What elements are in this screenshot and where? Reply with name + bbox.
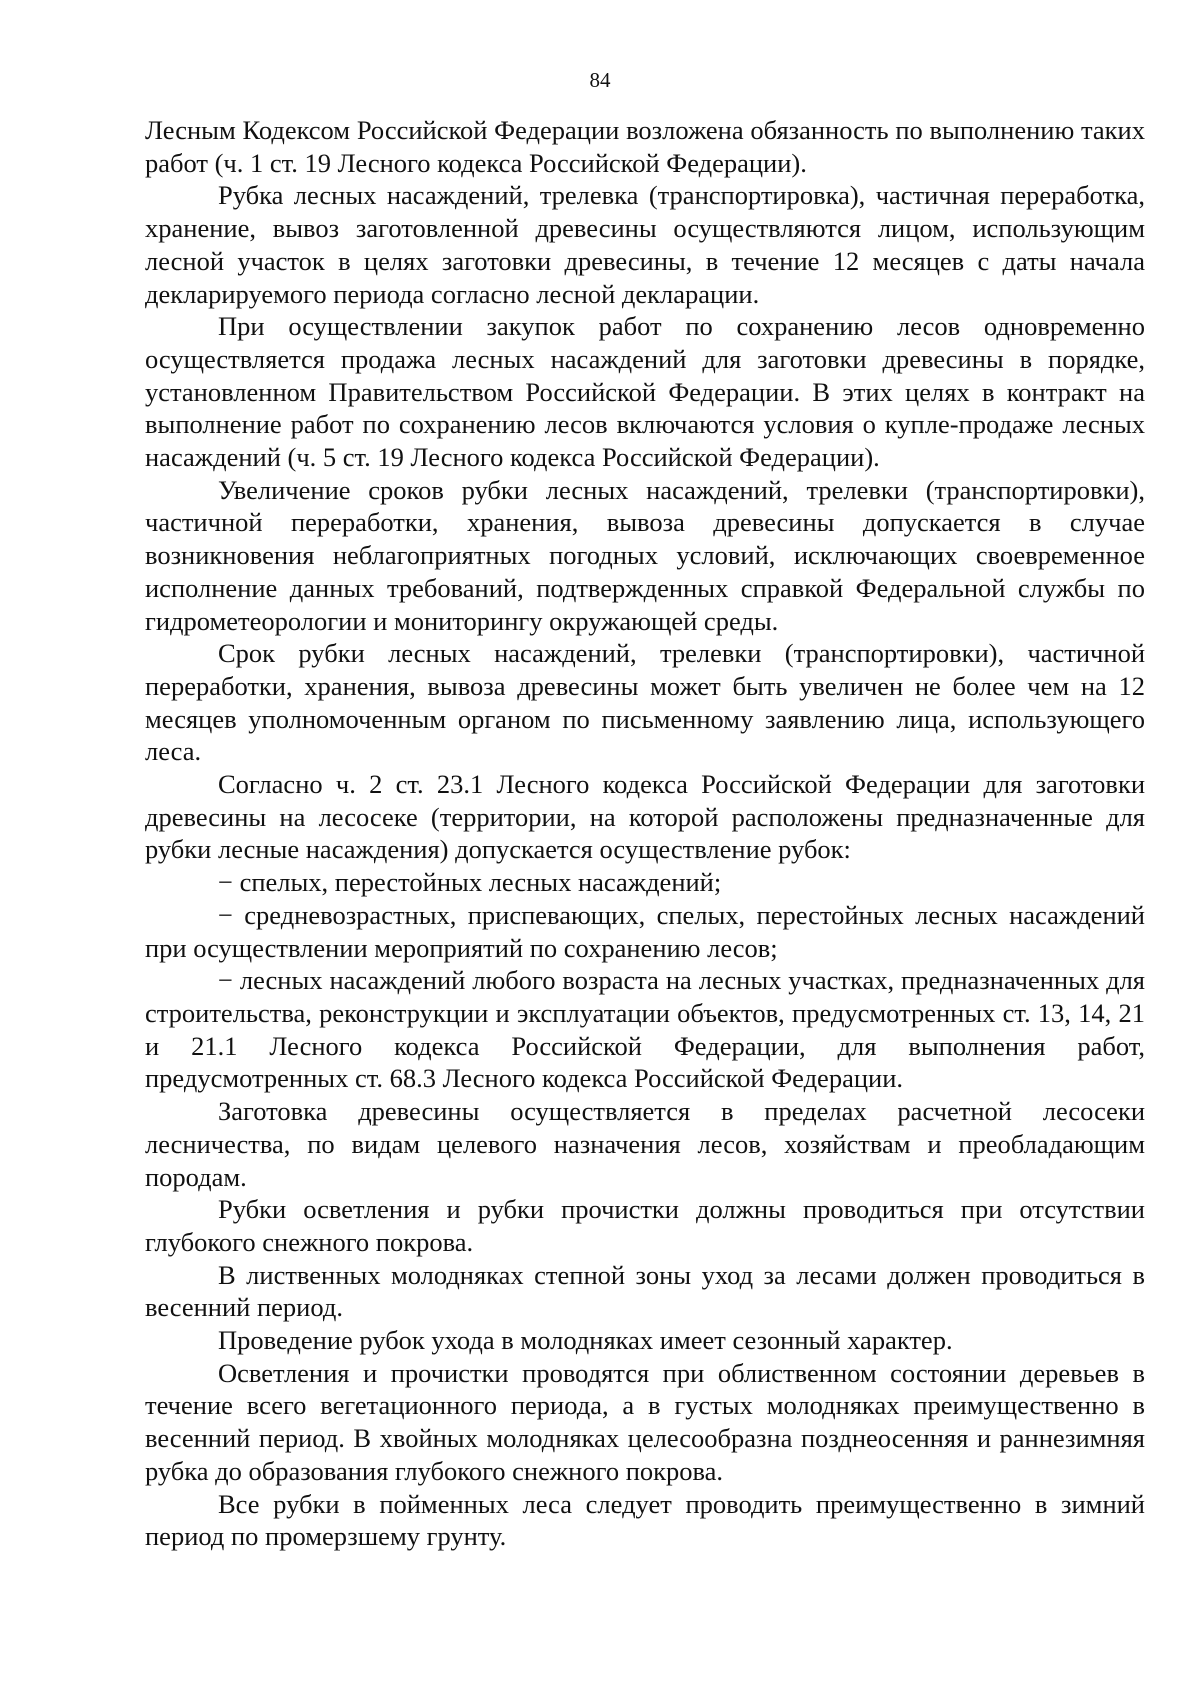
paragraph: В лиственных молодняках степной зоны уход за лесами должен проводиться в весенний период.: [145, 1259, 1145, 1323]
list-item: − спелых, перестойных лесных насаждений;: [218, 867, 722, 898]
paragraph: Все рубки в пойменных леса следует проводить преимущественно в зимний период по промерзшему грунту.: [145, 1488, 1145, 1552]
document-body: [145, 114, 1145, 1553]
paragraph: Осветления и прочистки проводятся при облиственном состоянии деревьев в течение всего вегетационного периода, а в густых молодняках преимущественно в весенний период. В хвойных молодняках целесообразна позднеосенняя и раннезимняя рубка до образования глубокого снежного покрова.: [145, 1357, 1145, 1486]
paragraph: Рубки осветления и рубки прочистки должны проводиться при отсутствии глубокого снежного покрова.: [145, 1194, 1145, 1257]
paragraph: Лесным Кодексом Российской Федерации возложена обязанность по выполнению таких работ (ч. 1 ст. 19 Лесного кодекса Российской Федерации).: [145, 115, 1145, 178]
page-number: 84: [589, 68, 611, 92]
list-item: − средневозрастных, приспевающих, спелых, перестойных лесных насаждений при осуществлении мероприятий по сохранению лесов;: [145, 899, 1145, 963]
paragraph: Заготовка древесины осуществляется в пределах расчетной лесосеки лесничества, по видам целевого назначения лесов, хозяйствам и преобладающим породам.: [145, 1096, 1145, 1192]
list-item: − лесных насаждений любого возраста на лесных участках, предназначенных для строительства, реконструкции и эксплуатации объектов, предусмотренных ст. 13, 14, 21 и 21.1 Лесного кодекса Российской Федерации, для выполнения работ, предусмотренных ст. 68.3 Лесного кодекса Российской Федерации.: [145, 965, 1145, 1094]
paragraph: Проведение рубок ухода в молодняках имеет сезонный характер.: [218, 1325, 953, 1356]
paragraph: Рубка лесных насаждений, трелевка (транспортировка), частичная переработка, хранение, вывоз заготовленной древесины осуществляются лицом, использующим лесной участок в целях заготовки древесины, в течение 12 месяцев с даты начала декларируемого периода согласно лесной декларации.: [145, 180, 1145, 309]
paragraph: Согласно ч. 2 ст. 23.1 Лесного кодекса Российской Федерации для заготовки древесины на лесосеке (территории, на которой расположены предназначенные для рубки лесные насаждения) допускается осуществление рубок:: [145, 769, 1145, 865]
paragraph: Срок рубки лесных насаждений, трелевки (транспортировки), частичной переработки, хранения, вывоза древесины может быть увеличен не более чем на 12 месяцев уполномоченным органом по письменному заявлению лица, использующего леса.: [145, 638, 1145, 767]
paragraph: Увеличение сроков рубки лесных насаждений, трелевки (транспортировки), частичной переработки, хранения, вывоза древесины допускается в случае возникновения неблагоприятных погодных условий, исключающих своевременное исполнение данных требований, подтвержденных справкой Федеральной службы по гидрометеорологии и мониторингу окружающей среды.: [145, 474, 1145, 636]
paragraph: При осуществлении закупок работ по сохранению лесов одновременно осуществляется продажа лесных насаждений для заготовки древесины в порядке, установленном Правительством Российской Федерации. В этих целях в контракт на выполнение работ по сохранению лесов включаются условия о купле-продаже лесных насаждений (ч. 5 ст. 19 Лесного кодекса Российской Федерации).: [145, 311, 1145, 473]
